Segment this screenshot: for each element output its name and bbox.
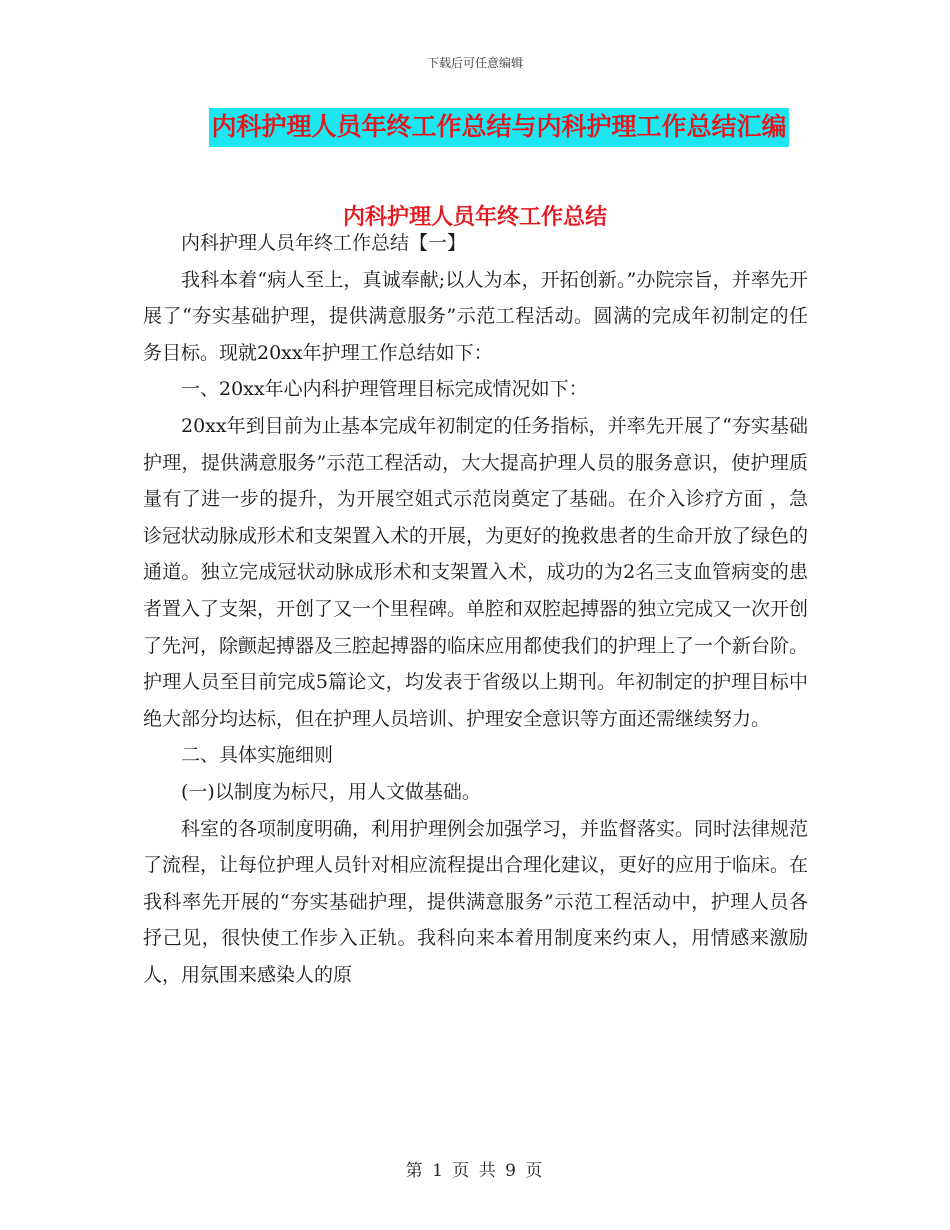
paragraph: 科室的各项制度明确，利用护理例会加强学习，并监督落实。同时法律规范了流程，让每位护理人员针对相应流程提出合理化建议，更好的应用于临床。在我科率先开展的“夯实基础护理，提供满意服务”示范工程活动中，护理人员各抒己见，很快使工作步入正轨。我科向来本着用制度来约束人，用情感来激励人，用氛围来感染人的原 (143, 817, 809, 986)
header-note: 下载后可任意编辑 (426, 56, 523, 70)
section-title: 内科护理人员年终工作总结 (342, 204, 607, 230)
paragraph: 内科护理人员年终工作总结【一】 (181, 232, 467, 254)
main-title: 内科护理人员年终工作总结与内科护理工作总结汇编 (209, 108, 788, 147)
paragraph: 我科本着“病人至上，真诚奉献;以人为本，开拓创新。”办院宗旨，并率先开展了“夯实基础护理，提供满意服务”示范工程活动。圆满的完成年初制定的任务目标。现就20xx年护理工作总结如下： (143, 268, 808, 364)
paragraph: 一、20xx年心内科护理管理目标完成情况如下： (181, 378, 588, 401)
paragraph: 20xx年到目前为止基本完成年初制定的任务指标，并率先开展了“夯实基础护理，提供满意服务”示范工程活动，大大提高护理人员的服务意识，使护理质量有了进一步的提升，为开展空姐式示范岗奠定了基础。在介入诊疗方面 ，急诊冠状动脉成形术和支架置入术的开展，为更好的挽救患者的生命开放了绿色的通道。独立完成冠状动脉成形术和支架置入术，成功的为2名三支血管病变的患者置入了支架，开创了又一个里程碑。单腔和双腔起搏器的独立完成又一次开创了先河，除颤起搏器及三腔起搏器的临床应用都使我们的护理上了一个新台阶。护理人员至目前完成5篇论文，均发表于省级以上期刊。年初制定的护理目标中绝大部分均达标，但在护理人员培训、护理安全意识等方面还需继续努力。 (143, 414, 809, 730)
page-number-footer: 第 1 页 共 9 页 (405, 1161, 545, 1181)
paragraph: 二、具体实施细则 (181, 744, 334, 767)
document-body (143, 225, 808, 993)
paragraph: (一)以制度为标尺，用人文做基础。 (181, 780, 481, 803)
main-title-container (0, 108, 950, 147)
